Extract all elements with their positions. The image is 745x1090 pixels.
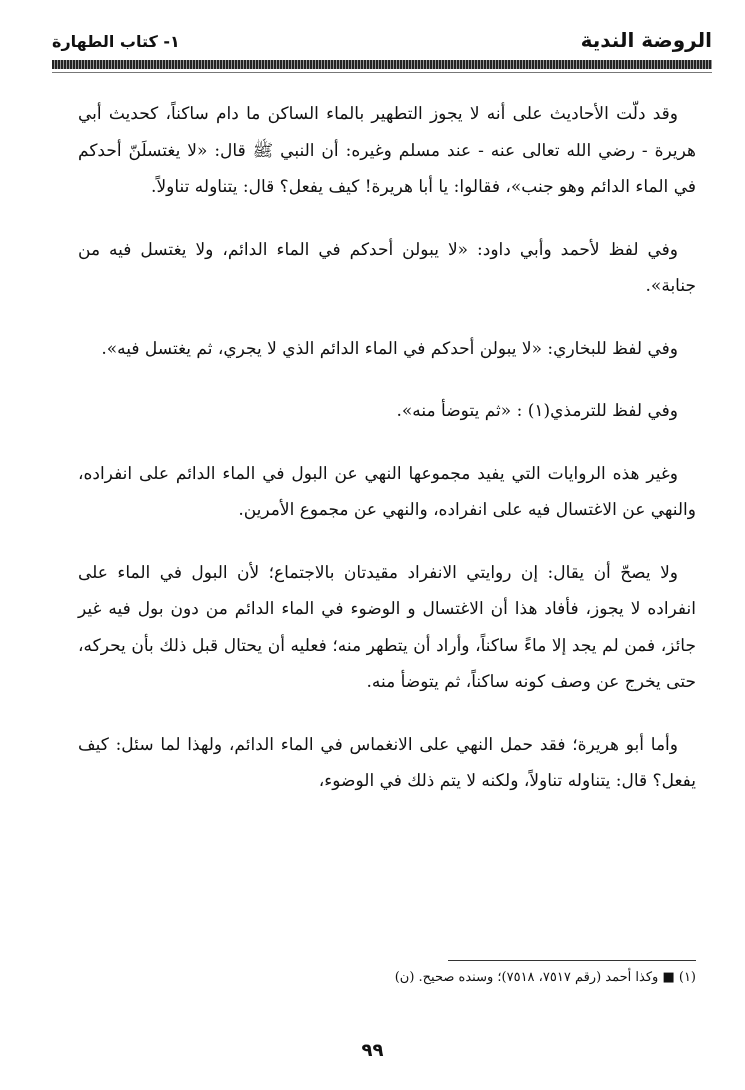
footnote: (١) ■ وكذا أحمد (رقم ٧٥١٧، ٧٥١٨)؛ وسنده صحيح. (ن) bbox=[394, 970, 696, 985]
main-text bbox=[78, 96, 696, 826]
paragraph: ولا يصحّ أن يقال: إن روايتي الانفراد مقيدتان بالاجتماع؛ لأن البول في الماء على انفراده لا يجوز، فأفاد هذا أن الاغتسال و الوضوء في الماء الدائم من دون بول فيه غير جائز، فمن لم يجد إلا ماءً ساكناً، وأراد أن يتطهر منه؛ فعليه أن يحتال قبل ذلك بأن يحركه، حتى يخرج عن وصف كونه ساكناً، ثم يتوضأ منه. bbox=[78, 562, 696, 692]
page-header bbox=[52, 28, 712, 58]
paragraph: وفي لفظ للبخاري: «لا يبولن أحدكم في الماء الدائم الذي لا يجري، ثم يغتسل فيه». bbox=[101, 338, 678, 359]
header-rule-thin bbox=[52, 72, 712, 73]
paragraph: وفي لفظ للترمذي(١) : «ثم يتوضأ منه». bbox=[396, 401, 678, 421]
paragraph: وقد دلّت الأحاديث على أنه لا يجوز التطهير بالماء الساكن ما دام ساكناً، كحديث أبي هريرة - رضي الله تعالى عنه - عند مسلم وغيره: أن النبي ﷺ قال: «لا يغتسلَنّ أحدكم في الماء الدائم وهو جنب»، فقالوا: يا أبا هريرة! كيف يفعل؟ قال: يتناوله تناولاً. bbox=[78, 104, 696, 197]
footnote-divider bbox=[448, 960, 696, 961]
paragraph: وأما أبو هريرة؛ فقد حمل النهي على الانغماس في الماء الدائم، ولهذا لما سئل: كيف يفعل؟ قال: يتناوله تناولاً، ولكنه لا يتم ذلك في الوضوء، bbox=[78, 734, 696, 791]
book-title: الروضة الندية bbox=[580, 28, 712, 52]
page-number: ٩٩ bbox=[361, 1040, 384, 1061]
header-rule bbox=[52, 60, 712, 69]
paragraph: وفي لفظ لأحمد وأبي داود: «لا يبولن أحدكم في الماء الدائم، ولا يغتسل فيه من جنابة». bbox=[78, 239, 696, 296]
paragraph: وغير هذه الروايات التي يفيد مجموعها النهي عن البول في الماء الدائم على انفراده، والنهي عن الاغتسال فيه على انفراده، والنهي عن مجموع الأمرين. bbox=[78, 463, 696, 520]
chapter-title: ١- كتاب الطهارة bbox=[52, 32, 180, 51]
